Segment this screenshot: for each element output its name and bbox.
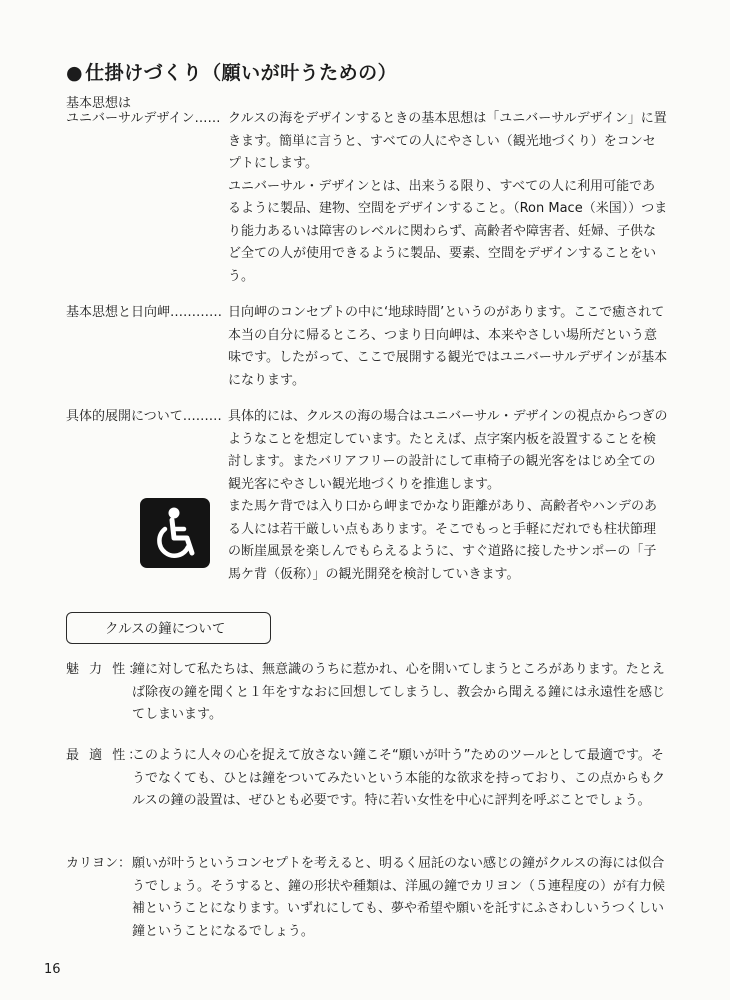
term-label-hyuga-cape: 基本思想と日向岬………… xyxy=(66,305,223,320)
item-label-suitability: 最 適 性： xyxy=(66,748,145,763)
item-body-carillon xyxy=(132,853,672,943)
term-paragraph: クルスの海をデザインするときの基本思想は「ユニバーサルデザイン」に置きます。簡単に言うと、すべての人にやさしい（観光地づくり）をコンセプトにします。 xyxy=(228,111,667,171)
item-body-attractiveness xyxy=(132,659,672,727)
item-label-carillon: カリヨン： xyxy=(66,856,132,871)
term-paragraph: ユニバーサル・デザインとは、出来うる限り、すべての人に利用可能であるように製品、建物、空間をデザインすること。（Ron Mace（米国））つまり能力あるいは障害のレベルに関わらず、高齢者や障害者、妊婦、子供など全ての人が使用できるように製品、要素、空間をデザインすることをいう。 xyxy=(228,178,668,284)
term-body-hyuga-cape xyxy=(228,302,668,392)
item-text: このように人々の心を捉えて放さない鐘こそ“願いが叶う”ためのツールとして最適です。そうでなくても、ひとは鐘をついてみたいという本能的な欲求を持っており、この点からもクルスの鐘の設置は、ぜひとも必要です。特に若い女性を中心に評判を呼ぶことでしょう。 xyxy=(132,748,666,808)
title-text: 仕掛けづくり（願いが叶うための） xyxy=(85,62,398,84)
title-bullet: ● xyxy=(66,62,84,84)
item-label-attractiveness: 魅 力 性： xyxy=(66,662,145,677)
term-paragraph: また馬ケ背では入り口から岬までかなり距離があり、高齢者やハンデのある人には若干厳しい点もあります。そこでもっと手軽にだれでも柱状節理の断崖風景を楽しんでもらえるように、すぐ道路に接したサンポーの「子馬ケ背（仮称）」の観光開発を検討していきます。 xyxy=(228,499,658,582)
item-text: 願いが叶うというコンセプトを考えると、明るく屈託のない感じの鐘がクルスの海には似合うでしょう。そうすると、鐘の形状や種類は、洋風の鐘でカリヨン（５連程度の）が有力候補ということになります。いずれにしても、夢や希望や願いを託すにふさわしいうつくしい鐘ということになるでしょう。 xyxy=(132,856,666,939)
page-number: 16 xyxy=(44,962,61,977)
term-paragraph: 日向岬のコンセプトの中に‘地球時間’というのがあります。ここで癒されて本当の自分に帰るところ、つまり日向岬は、本来やさしい場所だという意味です。したがって、ここで展開する観光ではユニバーサルデザインが基本になります。 xyxy=(228,305,668,388)
lead-text: 基本思想は xyxy=(66,96,132,111)
section-heading-text: クルスの鐘について xyxy=(105,621,226,637)
section-heading-box xyxy=(66,612,271,644)
term-body-concrete-development xyxy=(228,406,668,586)
term-body-universal-design xyxy=(228,108,668,288)
item-text: 鐘に対して私たちは、無意識のうちに惹かれ、心を開いてしまうところがあります。たとえば除夜の鐘を聞くと１年をすなおに回想してしまうし、教会から聞える鐘には永遠性を感じてしまいます。 xyxy=(132,662,666,722)
term-label-universal-design: ユニバーサルデザイン…… xyxy=(66,111,221,126)
wheelchair-accessibility-icon xyxy=(140,498,210,568)
term-paragraph: 具体的には、クルスの海の場合はユニバーサル・デザインの視点からつぎのようなことを想定しています。たとえば、点字案内板を設置することを検討します。またバリアフリーの設計にして車椅子の観光客をはじめ全ての観光客にやさしい観光地づくりを推進します。 xyxy=(228,409,668,492)
page-title xyxy=(66,58,397,85)
item-body-suitability xyxy=(132,745,672,813)
term-label-concrete-development: 具体的展開について……… xyxy=(66,409,222,424)
